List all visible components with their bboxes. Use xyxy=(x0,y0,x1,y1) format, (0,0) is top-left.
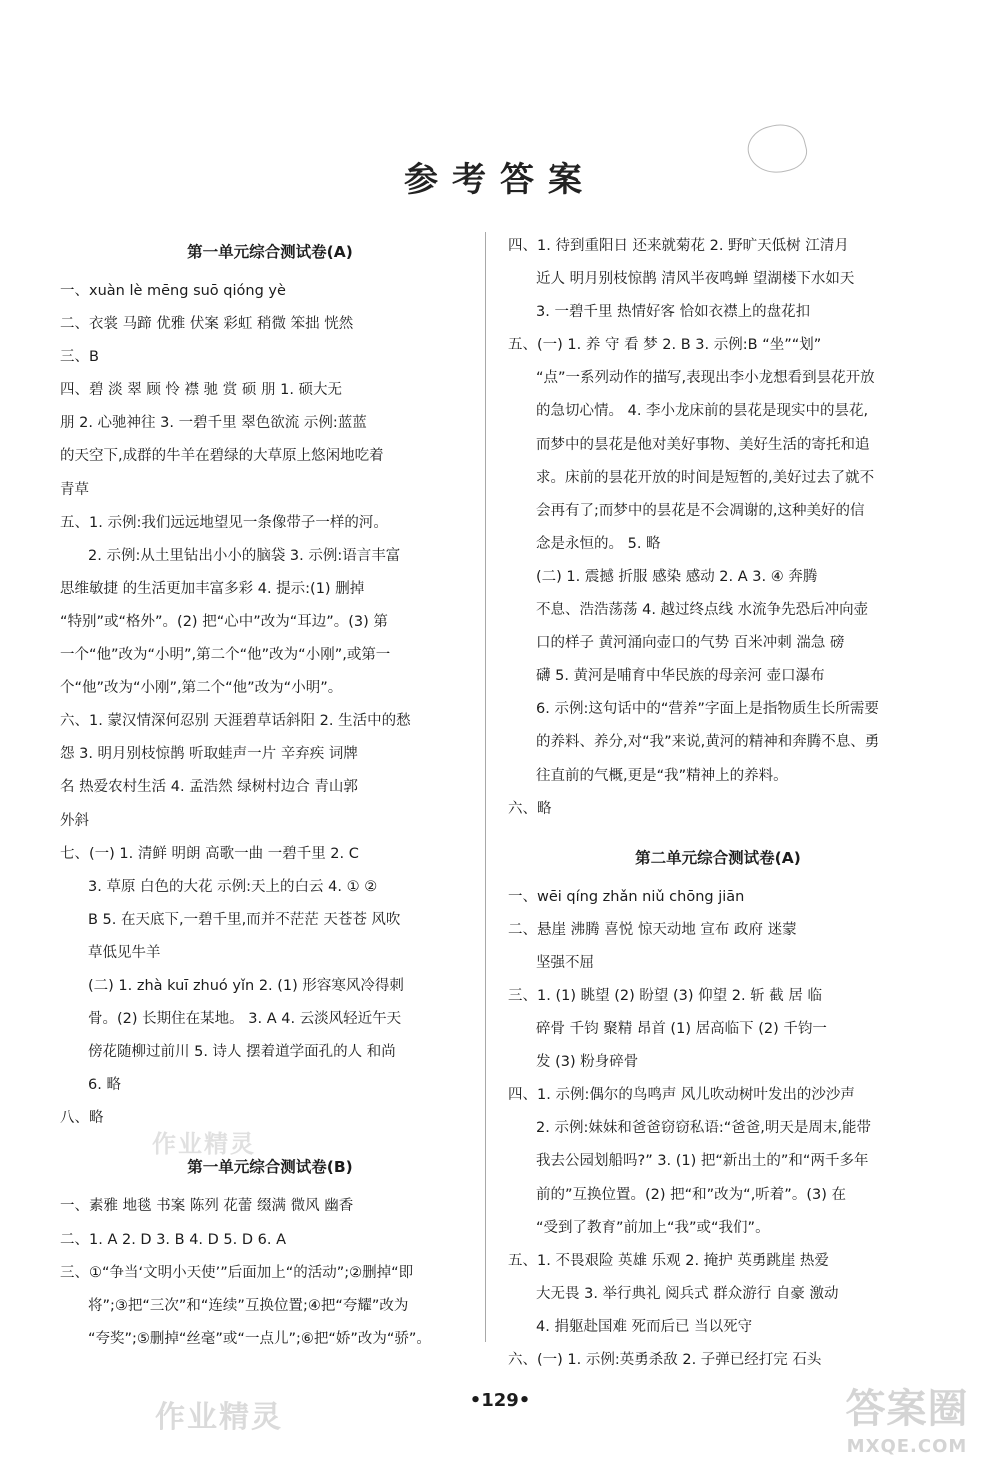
page-title: 参考答案 xyxy=(404,160,596,200)
answer-line: 六、(一) 1. 示例:英勇杀敌 2. 子弹已经打完 石头 xyxy=(508,1352,822,1368)
answer-line: 四、1. 示例:偶尔的鸟鸣声 风儿吹动树叶发出的沙沙声 xyxy=(508,1087,855,1104)
answer-line: 的急切心情。 4. 李小龙床前的昙花是现实中的昙花, xyxy=(536,403,869,420)
answer-line: 求。床前的昙花开放的时间是短暂的,美好过去了就不 xyxy=(536,469,875,486)
answer-line: “特别”或“格外”。(2) 把“心中”改为“耳边”。(3) 第 xyxy=(60,613,388,630)
answer-line: 一、wēi qíng zhǎn niǔ chōng jiān xyxy=(508,888,745,905)
answer-line: 外斜 xyxy=(60,812,89,829)
answer-line: 4. 捐躯赴国难 死而后已 当以死守 xyxy=(536,1318,753,1335)
answer-line: 三、1. (1) 眺望 (2) 盼望 (3) 仰望 2. 斩 截 居 临 xyxy=(508,987,822,1004)
answer-line: 七、(一) 1. 清鲜 明朗 高歌一曲 一碧千里 2. C xyxy=(60,845,359,862)
answer-line: 大无畏 3. 举行典礼 阅兵式 群众游行 自豪 激动 xyxy=(536,1285,839,1302)
answer-line: 傍花随柳过前川 5. 诗人 摆着道学面孔的人 和尚 xyxy=(88,1044,396,1061)
answer-line: 草低见牛羊 xyxy=(88,944,161,961)
answer-line: B 5. 在天底下,一碧千里,而并不茫茫 天苍苍 风吹 xyxy=(88,911,401,928)
right-column xyxy=(508,230,928,1377)
answer-line: 6. 示例:这句话中的“营养”字面上是指物质生长所需要 xyxy=(536,701,879,718)
answer-line: 五、1. 不畏艰险 英雄 乐观 2. 掩护 英勇跳崖 热爱 xyxy=(508,1252,829,1269)
answer-line: 发 (3) 粉身碎骨 xyxy=(536,1054,639,1071)
answer-line: 碎骨 千钧 聚精 昂首 (1) 居高临下 (2) 千钧一 xyxy=(536,1021,827,1038)
answer-line: 三、B xyxy=(60,349,99,366)
section-title: 第二单元综合测试卷(A) xyxy=(635,848,801,867)
answer-line: “夸奖”;⑤删掉“丝毫”或“一点儿”;⑥把“娇”改为“骄”。 xyxy=(88,1330,431,1347)
answer-line: 三、①“争当‘文明小天使’”后面加上“的活动”;②删掉“即 xyxy=(60,1264,414,1281)
answer-line: 八、略 xyxy=(60,1110,104,1127)
answer-line: 近人 明月别枝惊鹊 清风半夜鸣蝉 望湖楼下水如天 xyxy=(536,271,855,288)
answer-line: (二) 1. zhà kuī zhuó yǐn 2. (1) 形容寒风冷得刺 xyxy=(88,977,404,994)
answer-line: 礴 5. 黄河是哺育中华民族的母亲河 壶口瀑布 xyxy=(536,668,825,685)
answer-line: 青草 xyxy=(60,481,89,498)
answer-line: 二、衣裳 马蹄 优雅 伏案 彩虹 稍微 笨拙 恍然 xyxy=(60,316,354,333)
answer-line: 的天空下,成群的牛羊在碧绿的大草原上悠闲地吃着 xyxy=(60,448,384,465)
section-title: 第一单元综合测试卷(A) xyxy=(187,243,353,261)
section-title: 第一单元综合测试卷(B) xyxy=(187,1158,353,1177)
watermark-logo-text: 答案圈 xyxy=(845,1386,969,1432)
watermark-bottom: 作业精灵 xyxy=(155,1400,283,1435)
answer-line: 五、(一) 1. 养 守 看 梦 2. B 3. 示例:B “坐”“划” xyxy=(508,337,822,354)
answer-line: 一、xuàn lè mēng suō qióng yè xyxy=(60,283,286,299)
answer-line: 二、1. A 2. D 3. B 4. D 5. D 6. A xyxy=(60,1231,286,1248)
answer-line: 二、悬崖 沸腾 喜悦 惊天动地 宣布 政府 迷蒙 xyxy=(508,921,797,938)
answer-line: 怨 3. 明月别枝惊鹊 听取蛙声一片 辛弃疾 词牌 xyxy=(60,746,358,763)
answer-line: 前的”互换位置。(2) 把“和”改为“,听着”。(3) 在 xyxy=(536,1186,846,1203)
column-divider xyxy=(485,232,486,1342)
section-gap xyxy=(508,826,928,836)
answer-line: 个“他”改为“小刚”,第二个“他”改为“小明”。 xyxy=(60,680,343,697)
answer-line: 我去公园划船吗?” 3. (1) 把“新出土的”和“两千多年 xyxy=(536,1153,869,1170)
watermark-logo-url: MXQE.COM xyxy=(846,1436,968,1457)
answer-line: 一、素雅 地毯 书案 陈列 花蕾 缀满 微风 幽香 xyxy=(60,1198,354,1215)
page-number: •129• xyxy=(469,1390,531,1411)
answer-line: 而梦中的昙花是他对美好事物、美好生活的寄托和追 xyxy=(536,436,870,453)
answer-line: 四、1. 待到重阳日 还来就菊花 2. 野旷天低树 江清月 xyxy=(508,238,849,254)
answer-line: 四、碧 淡 翠 顾 怜 襟 驰 赏 硕 朋 1. 硕大无 xyxy=(60,382,343,399)
answer-line: 3. 一碧千里 热情好客 恰如衣襟上的盘花扣 xyxy=(536,304,811,321)
answer-line: 将”;③把“三次”和“连续”互换位置;④把“夸耀”改为 xyxy=(88,1297,409,1314)
answer-line: 思维敏捷 的生活更加丰富多彩 4. 提示:(1) 删掉 xyxy=(60,580,365,597)
answer-line: 念是永恒的。 5. 略 xyxy=(536,535,661,552)
answer-line: 会再有了;而梦中的昙花是不会凋谢的,这种美好的信 xyxy=(536,502,865,519)
answer-line: 2. 示例:妹妹和爸爸窃窃私语:“爸爸,明天是周末,能带 xyxy=(536,1120,871,1137)
answer-line: 坚强不屈 xyxy=(536,954,594,971)
answer-line: “受到了教育”前加上“我”或“我们”。 xyxy=(536,1219,770,1236)
answer-line: 朋 2. 心驰神往 3. 一碧千里 翠色欲流 示例:蓝蓝 xyxy=(60,415,367,432)
watermark-mid: 作业精灵 xyxy=(152,1130,256,1158)
section-gap xyxy=(60,1135,480,1145)
answer-line: 骨。(2) 长期住在某地。 3. A 4. 云淡风轻近午天 xyxy=(88,1011,402,1028)
answer-line: 不息、浩浩荡荡 4. 越过终点线 水流争先恐后冲向壶 xyxy=(536,602,869,619)
answer-line: 6. 略 xyxy=(88,1077,121,1094)
answer-line: (二) 1. 震撼 折服 感染 感动 2. A 3. ④ 奔腾 xyxy=(536,568,818,585)
answer-line: 2. 示例:从土里钻出小小的脑袋 3. 示例:语言丰富 xyxy=(88,547,401,564)
answer-line: “点”一系列动作的描写,表现出李小龙想看到昙花开放 xyxy=(536,370,875,387)
answer-line: 名 热爱农村生活 4. 孟浩然 绿树村边合 青山郭 xyxy=(60,779,358,796)
answer-line: 六、1. 蒙汉情深何忍别 天涯碧草话斜阳 2. 生活中的愁 xyxy=(60,713,411,730)
watermark-logo xyxy=(818,1384,996,1468)
answer-line: 六、略 xyxy=(508,800,552,817)
answer-line: 的养料、养分,对“我”来说,黄河的精神和奔腾不息、勇 xyxy=(536,734,880,751)
answer-line: 3. 草原 白色的大花 示例:天上的白云 4. ① ② xyxy=(88,878,378,895)
answer-line: 往直前的气概,更是“我”精神上的养料。 xyxy=(536,767,788,784)
answer-line: 口的样子 黄河涌向壶口的气势 百米冲刺 湍急 磅 xyxy=(536,635,845,652)
answer-line: 一个“他”改为“小明”,第二个“他”改为“小刚”,或第一 xyxy=(60,647,391,664)
answer-line: 五、1. 示例:我们远远地望见一条像带子一样的河。 xyxy=(60,514,388,531)
left-column xyxy=(60,230,480,1356)
